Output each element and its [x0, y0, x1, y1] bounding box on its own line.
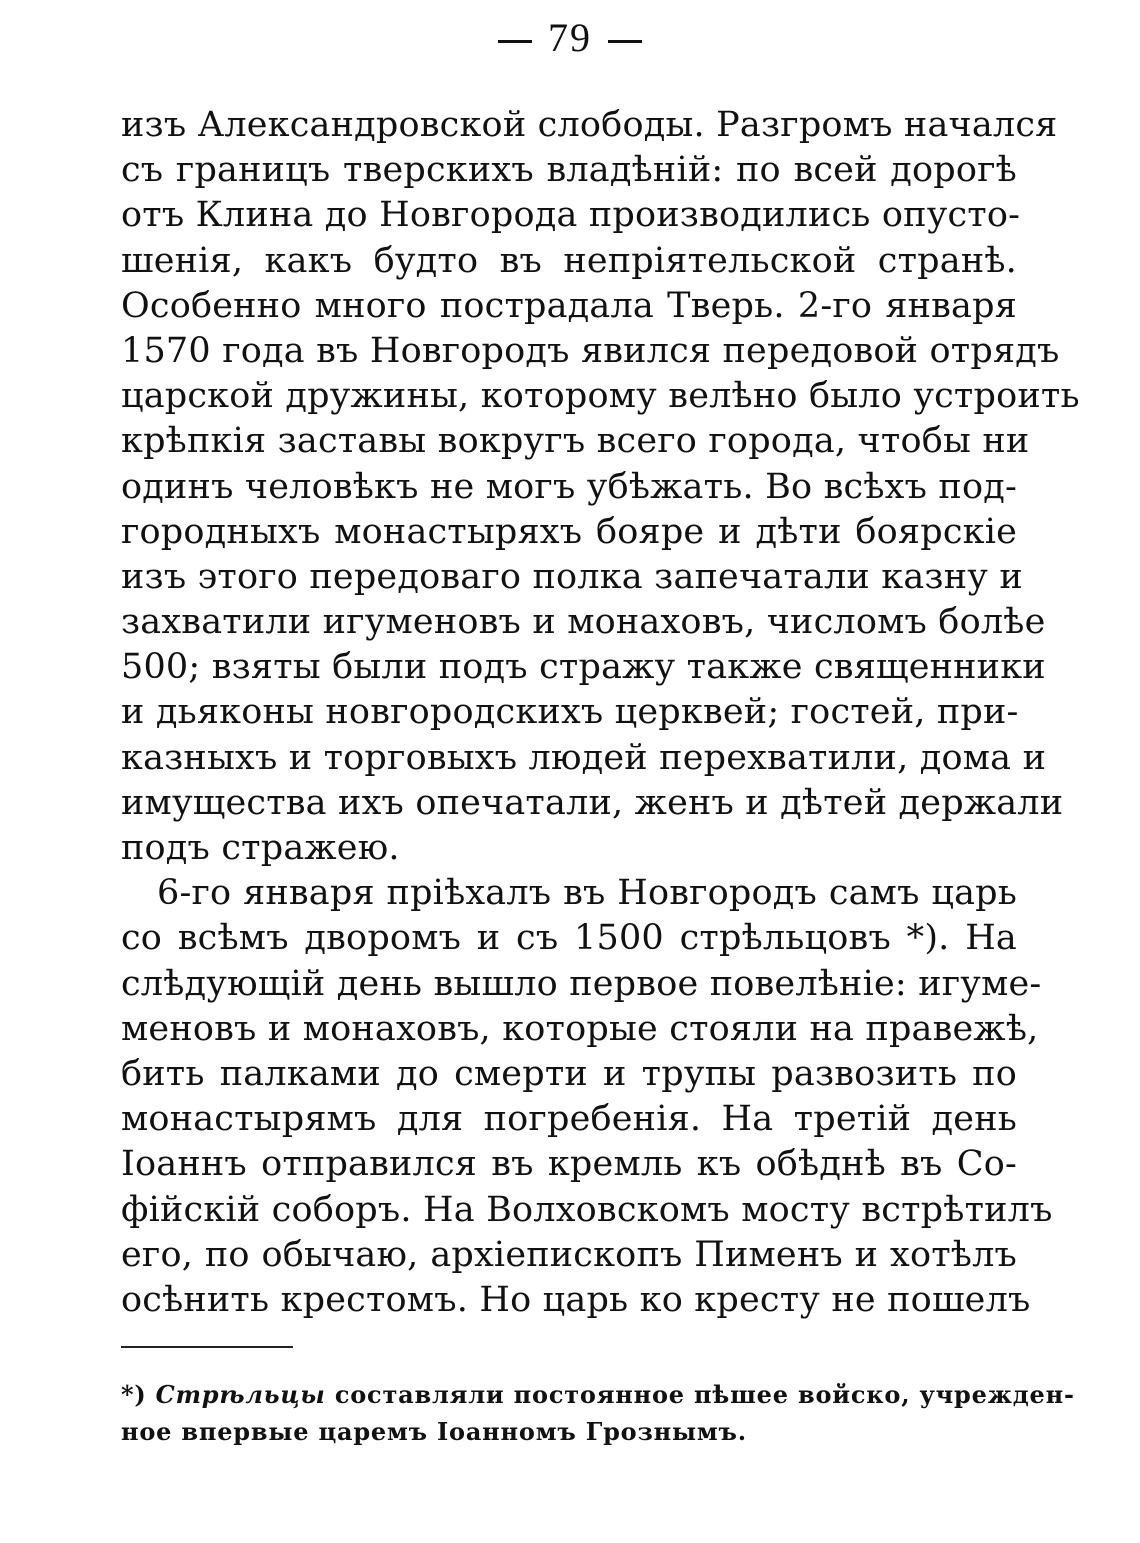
text-line: бить палками до смерти и трупы развозить по — [121, 1053, 1017, 1094]
page-number-value: 79 — [548, 15, 592, 60]
text-line: съ границъ тверскихъ владѣній: по всей дорогѣ — [121, 150, 1017, 191]
text-line: фійскій соборъ. На Волховскомъ мосту встрѣтилъ — [121, 1189, 1053, 1230]
text-line: царской дружины, которому велѣно было устроить — [121, 376, 1080, 417]
text-line: имущества ихъ опечатали, женъ и дѣтей держали — [121, 782, 1064, 823]
footnote-line — [121, 1376, 1075, 1413]
text-line: крѣпкія заставы вокругъ всего города, чтобы ни — [121, 421, 1030, 462]
text-line: отъ Клина до Новгорода производились опусто- — [121, 195, 1021, 236]
text-line: казныхъ и торговыхъ людей перехватили, дома и — [121, 737, 1047, 778]
text-line: подъ стражею. — [121, 828, 400, 868]
text-line: 1570 года въ Новгородъ явился передовой отрядъ — [121, 330, 1060, 371]
page-number — [0, 14, 1140, 62]
text-line: изъ Александровской слободы. Разгромъ начался — [121, 105, 1058, 145]
footnote-text: составляли постоянное пѣшее войско, учрежден- — [334, 1380, 1075, 1409]
footnote-line: ное впервые царемъ Іоанномъ Грознымъ. — [121, 1417, 747, 1446]
text-line: изъ этого передоваго полка запечатали казну и — [121, 556, 1023, 597]
paragraph-1 — [121, 103, 1080, 871]
text-line: и дьяконы новгородскихъ церквей; гостей, при- — [121, 692, 1019, 733]
text-line: захватили игуменовъ и монаховъ, числомъ болѣе — [121, 602, 1046, 643]
text-line: 6-го января пріѣхалъ въ Новгородъ самъ царь — [157, 873, 1017, 914]
text-line: слѣдующій день вышло первое повелѣніе: игуме- — [121, 963, 1042, 1004]
text-line: меновъ и монаховъ, которые стояли на правежѣ, — [121, 1008, 1039, 1049]
text-line: его, по обычаю, архіепископъ Пименъ и хотѣлъ — [121, 1234, 1017, 1275]
text-line: 500; взяты были подъ стражу также священники — [121, 647, 1046, 688]
text-line: городныхъ монастыряхъ бояре и дѣти боярскіе — [121, 511, 1017, 552]
text-line: осѣнить крестомъ. Но царь ко кресту не пошелъ — [121, 1279, 1031, 1320]
footnote-marker: *) — [121, 1380, 147, 1409]
footnote — [121, 1376, 1075, 1450]
page-number-right-dash — [608, 40, 642, 43]
text-line: Особенно много пострадала Тверь. 2-го января — [121, 285, 1017, 326]
body-text — [121, 103, 1080, 1323]
footnote-divider — [121, 1346, 293, 1348]
paragraph-2 — [121, 871, 1053, 1323]
footnote-term: Стрѣльцы — [155, 1380, 326, 1409]
text-line: монастырямъ для погребенія. На третій день — [121, 1099, 1017, 1140]
text-line: со всѣмъ дворомъ и съ 1500 стрѣльцовъ *). На — [121, 918, 1017, 959]
text-line: Іоаннъ отправился въ кремль къ обѣднѣ въ Со- — [121, 1144, 1017, 1185]
page-number-left-dash — [498, 40, 532, 43]
text-line: одинъ человѣкъ не могъ убѣжать. Во всѣхъ под- — [121, 466, 1017, 507]
text-line: шенія, какъ будто въ непріятельской странѣ. — [121, 240, 1017, 281]
